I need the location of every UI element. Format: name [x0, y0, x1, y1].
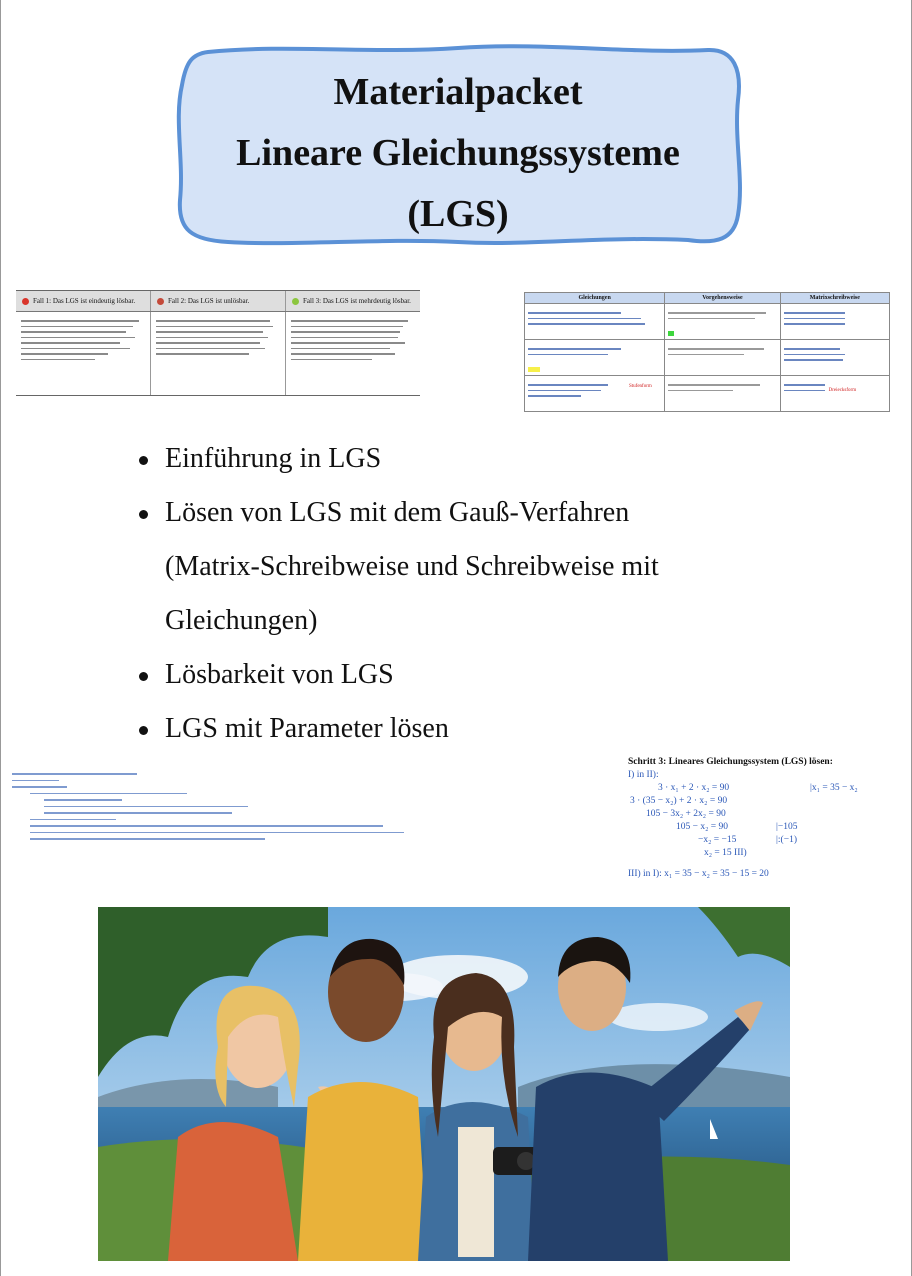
- gauss-col-equations: Gleichungen: [525, 293, 665, 303]
- topics-list: [137, 432, 857, 756]
- note-dreiecksform: Dreiecksform: [828, 388, 857, 393]
- red-apple-icon: [22, 298, 29, 305]
- topic-item: Lösbarkeit von LGS: [137, 648, 857, 702]
- gauss-col-procedure: Vorgehensweise: [665, 293, 780, 303]
- step-line: 105 − x₂ = 90: [676, 822, 729, 832]
- step-line: x₂ = 15 III): [704, 848, 747, 858]
- topic-item-continuation: Gleichungen): [165, 605, 318, 636]
- step-line: |:(−1): [776, 835, 797, 845]
- kiwi-icon: [292, 298, 299, 305]
- step-line: −x₂ = −15: [698, 835, 737, 845]
- case-text-1: [16, 312, 151, 396]
- topic-item-continuation: (Matrix-Schreibweise und Schreibweise mit: [165, 551, 659, 582]
- title-line-2: Lineare Gleichungssysteme: [236, 132, 680, 174]
- step-line: |x₁ = 35 − x₂: [810, 783, 858, 793]
- topic-item: Lösen von LGS mit dem Gauß-Verfahren: [137, 486, 857, 540]
- step-heading: Schritt 3: Lineares Gleichungssystem (LGS) lösen:: [628, 757, 833, 767]
- gauss-table-thumbnail: [524, 292, 890, 412]
- title-line-3: (LGS): [407, 193, 509, 235]
- note-stufenform: Stufenform: [629, 384, 652, 389]
- step-line: III) in I): x₁ = 35 − x₂ = 35 − 15 = 20: [628, 869, 769, 879]
- matrix-parameter-thumbnail: [12, 768, 404, 888]
- case-header-3: Fall 3: Das LGS ist mehrdeutig lösbar.: [286, 291, 420, 311]
- page-title: [168, 62, 748, 245]
- gauss-col-matrix: Matrixschreibweise: [809, 295, 860, 301]
- step-line: 3 · x₁ + 2 · x₂ = 90: [658, 783, 730, 793]
- topic-item: LGS mit Parameter lösen: [137, 702, 857, 756]
- case-text-3: [286, 312, 420, 396]
- students-illustration: [98, 907, 790, 1261]
- step-line: 3 · (35 − x₂) + 2 · x₂ = 90: [630, 796, 728, 806]
- page-border: [0, 0, 1, 1276]
- step-line: I) in II):: [628, 770, 659, 780]
- strawberry-icon: [157, 298, 164, 305]
- title-line-1: Materialpacket: [333, 71, 583, 113]
- case-header-1: Fall 1: Das LGS ist eindeutig lösbar.: [16, 291, 151, 311]
- step-line: 105 − 3x₂ + 2x₂ = 90: [646, 809, 726, 819]
- topic-item: Einführung in LGS: [137, 432, 857, 486]
- cases-table-thumbnail: [16, 290, 420, 396]
- step-line: |−105: [776, 822, 798, 832]
- case-header-2: Fall 2: Das LGS ist unlösbar.: [151, 291, 286, 311]
- case-text-2: [151, 312, 286, 396]
- step-solution-thumbnail: [628, 756, 882, 884]
